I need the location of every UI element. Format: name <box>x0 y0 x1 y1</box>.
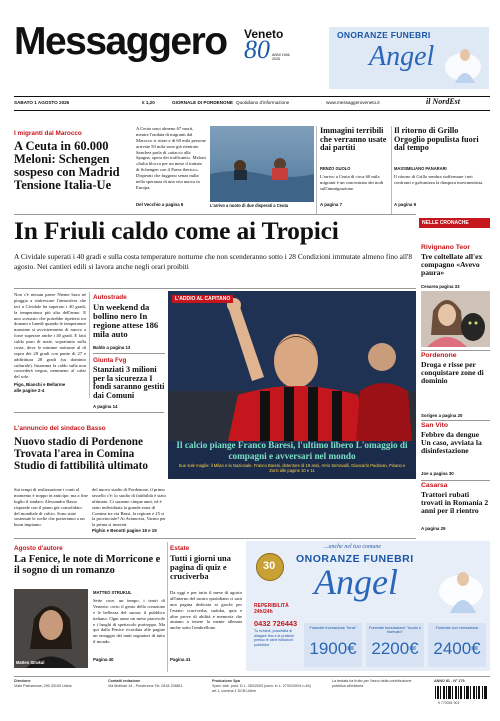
stadio-headline[interactable]: Nuovo stadio di Pordenone Trovata l'area in Comina Studio di fattibilità ultimato <box>14 436 148 472</box>
anniversary-label: ANNI 1946 2026 <box>272 53 290 62</box>
price-label: Funerale inumazione "terra" <box>309 626 357 630</box>
footer-col-title: Direzione <box>14 679 31 683</box>
grillo-link[interactable]: A pagina 9 <box>394 202 417 207</box>
price-label: Funerale con cremazione <box>435 626 479 630</box>
sidebar-item-headline[interactable]: Trattori rubati trovati in Romania 2 anni per il rientro <box>421 490 489 515</box>
issue-number: ANNO 81 - N° 179 <box>434 679 465 683</box>
footer-col-direzione <box>14 679 94 689</box>
sidebar-photo <box>421 291 490 347</box>
immagini-headline[interactable]: Immagini terribili che verranno usate dai partiti <box>320 126 387 153</box>
baresi-photo <box>168 291 416 479</box>
bottom-ad-heading: ONORANZE FUNEBRI <box>296 553 414 565</box>
migranti-link[interactable]: Del Vecchio a pagina 6 <box>136 202 184 207</box>
sidebar-item-place: San Vito <box>421 422 449 429</box>
immagini-link[interactable]: A pagina 7 <box>320 202 343 207</box>
top-ad-brand: Angel <box>369 41 435 72</box>
footer-col-contatti <box>108 679 198 689</box>
price-value: 1900€ <box>309 639 357 658</box>
stadio-link[interactable]: Pighin e Benotti pagine 18 e 19 <box>92 528 157 533</box>
partner-logo: il NordEst <box>426 97 461 106</box>
price-label: Funerale tumulazione "loculo e riservato" <box>369 626 422 634</box>
author-portrait-image <box>14 589 88 668</box>
stadio-body-left: Sui tempi di realizzazione i conti al momento è troppo in anticipo: ma a fine luglio il sindaco Alessandro Basso risponde con il piano già consolidato del mondiale di calcio. Sono state sostenute le scelte che porteranno a un buon impianto. <box>14 487 88 528</box>
reperibility-label: REPERIBILITÀ 24h/24h <box>254 603 289 615</box>
barcode-digits: 9 770391 001 <box>438 701 460 705</box>
footer <box>14 679 490 709</box>
bottom-ad-tagline: ...anche nel tuo comune <box>324 544 381 550</box>
angel-figure-icon <box>436 559 486 615</box>
sidebar-item-place: Rivignano Teor <box>421 244 470 251</box>
sidebar-item-link[interactable]: Joe a pagina 30 <box>421 471 454 476</box>
stadio-body-right: del nuovo stadio di Pordenone, il primo tassello c'è: lo studio di fattibilità è stato ultimato. Ci saranno cinque anni, ed è stato individuata la grande zona di Comina tra via Bassi, la regione e 25 si la provinciale? Ai Avianovia, Varmo per la prima si inserirà. <box>92 487 166 527</box>
morricone-author: MATTEO STRUKUL <box>93 590 132 595</box>
main-headline[interactable]: In Friuli caldo come ai Tropici <box>14 216 339 245</box>
woman-with-cat-image <box>421 291 490 347</box>
footer-col-produzione <box>212 679 316 693</box>
grillo-body: Il ritorno di Grillo sembra riaffermare i nei confronti e galvanizza la diaspora movimentista. <box>394 174 484 185</box>
morricone-link[interactable]: Pagina 40 <box>93 657 114 662</box>
footer-col-text: Viale Palmanova, 290 33100 Udine <box>14 683 72 688</box>
sidebar-item-link[interactable]: A pagina 29 <box>421 526 446 531</box>
migranti-headline[interactable]: A Ceuta in 60.000 Meloni: Schengen sospeso con Madrid Tensione Italia-Ue <box>14 139 120 193</box>
tagline: Quotidiano d'informazione <box>236 100 290 105</box>
main-body: Non c'è nessun paese Niente bora né pioggia a rinfrescare l'atmosfera che ieri a Cividale ha superato i 40 gradi, la temperatura più alta dell'anno. E uno scenario che potrebbe ripetersi tra domani e lunedì quando le temperature massime si avvicineranno di nuovo a forse superare anche i 40 gradi. E fatti caldo puro di notte, soprattutto sulla costa, dove le minime notturne al di sopra dei 28 gradi con punte di 27 e addirittura 28 gradi (su dominio culturale). Insomma fa caldo sulla non concederà tregua, nemmeno al calar del sole. <box>14 292 86 380</box>
giunta-link[interactable]: A pagina 14 <box>93 404 118 409</box>
website-link[interactable]: www.messaggeroveneto.it <box>326 100 380 105</box>
giunta-headline[interactable]: Stanziati 3 milioni per la sicurezza I fondi saranno gestiti dai Comuni <box>93 365 165 400</box>
main-link[interactable]: alle pagine 2-4 <box>14 388 45 393</box>
migranti-kicker: I migranti dal Marocco <box>14 130 82 137</box>
anniversary-badge <box>256 553 284 581</box>
baresi-label: L'ADDIO AL CAPITANO <box>172 295 233 303</box>
stadio-kicker: L'annuncio del sindaco Basso <box>14 425 106 432</box>
bottom-ad-brand: Angel <box>314 562 398 602</box>
sidebar-item-headline[interactable]: Tre coltellate all'ex compagno «Avevo paura» <box>421 252 483 277</box>
bottom-ad-note: Tu richiedi, possibilità di dilagare fino e le pratiche presso le varie istituzioni pubbliche <box>254 629 295 648</box>
autostrade-headline[interactable]: Un weekend da bollino nero In regione attese 186 mila auto <box>93 302 159 340</box>
autostrade-kicker: Autostrade <box>93 294 127 301</box>
footer-col-text: Sped. abb. post. D.L. 353/2003 (conv. in L. 27/02/2004 n.46) art.1, comma 1 DCB Udine <box>212 683 311 693</box>
sidebar-item-headline[interactable]: Droga e risse per conquistare zone di dominio <box>421 360 484 385</box>
footer-col-title: Contatti redazione <box>108 679 141 683</box>
giunta-kicker: Giunta Fvg <box>93 357 127 364</box>
baresi-standfirst: Sue sole maglie: il Milan e la Nazionale. Franco Baresi, detentore di 19 anni, Arrio Serravalli, Giancarlo Padovan, Pisano e Zorzi alle pagine 10 e 11 <box>178 463 406 474</box>
morricone-kicker: Agosto d'autore <box>14 545 63 552</box>
estate-body: Da oggi e per tutto il mese di agosto all'interno del nostro quotidiano ci sarà una pagina dedicata ai giochi per l'estate: cruciverba, sudoku, quiz e altre prove di abilità e memoria che aiutano a tenere la mente allenata anche sotto l'ombrellone. <box>170 590 242 631</box>
migranti-photo <box>210 126 314 202</box>
autostrade-link[interactable]: Baldo a pagina 13 <box>93 345 131 350</box>
barcode-icon <box>434 686 490 702</box>
date-bar <box>14 98 490 108</box>
phone-number[interactable]: 0432 726443 <box>254 619 298 628</box>
main-standfirst: A Cividale superati i 40 gradi e sulla costa temperature notturne che non scenderanno sotto i 28 Condizioni immutate almeno fino all'8 agosto. Nei cantieri edili si lavora anche negli orari proibiti <box>14 252 413 271</box>
baresi-image <box>168 291 416 441</box>
anniversary-number: 80 <box>244 35 270 64</box>
price-box <box>304 623 362 667</box>
migranti-caption: L'arrivo a nuoto di due disperati a Ceuta <box>210 203 289 208</box>
issue-date: SABATO 1 AGOSTO 2026 <box>14 100 70 105</box>
price-box <box>428 623 486 667</box>
bottom-ad[interactable] <box>246 541 490 671</box>
footer-col-title: Produzione Spa <box>212 679 240 683</box>
edition-name: GIORNALE DI PORDENONE <box>172 100 233 105</box>
footer-col-text: Via Molinari 14 - Pordenone Tel. 0434 238811 <box>108 683 183 688</box>
sidebar-item-link[interactable]: Sorigen a pagina 20 <box>421 413 463 418</box>
sidebar-section-title: NELLE CRONACHE <box>422 220 469 226</box>
top-ad[interactable] <box>329 27 489 89</box>
morricone-caption: Matteo Strukul <box>16 660 45 665</box>
swimmers-image <box>210 126 314 202</box>
price-value: 2400€ <box>433 639 481 658</box>
sidebar-item-place: Pordenone <box>421 352 457 359</box>
sidebar-item-headline[interactable]: Febbre da dengue Un caso, avviata la disinfestazione <box>421 430 482 455</box>
sidebar-header <box>419 218 490 228</box>
footer-col-editoria: La testata ha fruito per l'anno della contribuzione pubblica all'editoria <box>332 679 412 688</box>
main-credit: Pigo, Bianchi e Bellarme <box>14 382 66 387</box>
masthead-title: Messaggero <box>14 20 227 63</box>
grillo-author: MASSIMILIANO PANARARI <box>394 166 447 171</box>
estate-kicker: Estate <box>170 545 190 552</box>
estate-link[interactable]: Pagina 41 <box>170 657 191 662</box>
sidebar-item-link[interactable]: Cesarea pagina 33 <box>421 284 460 289</box>
baresi-headline[interactable]: Il calcio piange Franco Baresi, l'ultimo libero L'omaggio di compagni e avversari nel mondo <box>176 440 408 461</box>
issue-price: € 1,20 <box>142 100 155 105</box>
migranti-body: A Ceuta sono almeno 67 morti, mentre l'ondata di migranti dal Marocco si ritrae e di 60 mila persone arrivate 50 mila sono già rientrate. Sanchez parla di «attacco alla Spagna, opera dei trafficanti». Meloni «Italia blocca per un mese il trattato di Schengen con il Paese iberico». Disperati che fuggono senza nulla nella speranza di una vita nuova in Europa. <box>136 126 206 190</box>
immagini-body: L'arrivo a Ceuta di circa 60 mila migranti è un concentrato dei nodi sull'immigrazione. <box>320 174 384 191</box>
morricone-body: Sette cose, un tempo, i teatri di Venezia: certo il genio della creazione e le bellezza del suono; il pubblico italiano. Ogni anno un mese piacevole e i luoghi di spettacolo purtroppo. Ma qui dalla Fenice ricordata alle pagine un omaggio dei tanti sognatori di tutto il mondo. <box>93 598 165 645</box>
estate-headline[interactable]: Tutti i giorni una pagina di quiz e cruciverba <box>170 554 231 581</box>
price-value: 2200€ <box>371 639 419 658</box>
morricone-photo <box>14 589 88 668</box>
masthead-subtitle: Veneto <box>244 27 284 41</box>
sidebar-item-place: Casarsa <box>421 482 448 489</box>
angel-figure-icon <box>441 37 485 87</box>
grillo-headline[interactable]: Il ritorno di Grillo Orgoglio populista fuori dal tempo <box>394 126 479 153</box>
anniversary-years: 30 <box>263 560 276 572</box>
immagini-author: RENZO GUOLO <box>320 166 351 171</box>
price-box <box>366 623 424 667</box>
morricone-headline[interactable]: La Fenice, le note di Morricone e il sogno di un romanzo <box>14 554 161 576</box>
top-ad-heading: ONORANZE FUNEBRI <box>337 30 431 40</box>
